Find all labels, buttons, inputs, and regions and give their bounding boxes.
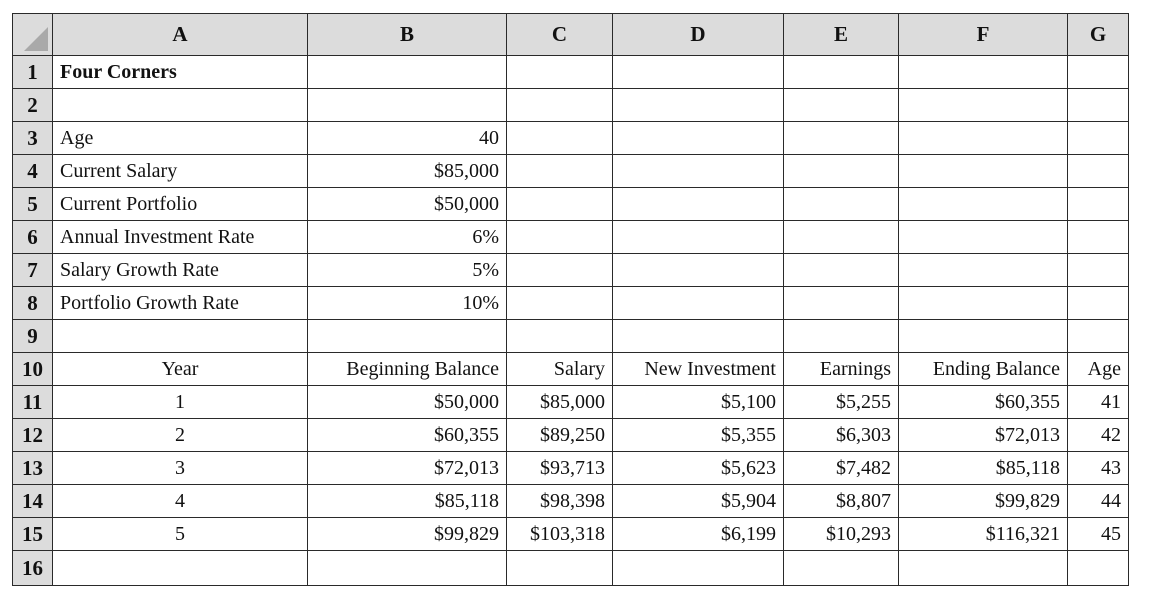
cell-d16[interactable] <box>613 551 784 586</box>
cell-e3[interactable] <box>784 122 899 155</box>
row-header[interactable]: 5 <box>13 188 53 221</box>
cell-c16[interactable] <box>507 551 613 586</box>
cell-a11-year[interactable]: 1 <box>53 386 308 419</box>
cell-b9[interactable] <box>308 320 507 353</box>
row-header[interactable]: 9 <box>13 320 53 353</box>
cell-c10-salary-header[interactable]: Salary <box>507 353 613 386</box>
cell-f4[interactable] <box>899 155 1068 188</box>
column-header-f[interactable]: F <box>899 14 1068 56</box>
cell-c3[interactable] <box>507 122 613 155</box>
cell-a14-year[interactable]: 4 <box>53 485 308 518</box>
row-header[interactable]: 10 <box>13 353 53 386</box>
cell-a8-label[interactable]: Portfolio Growth Rate <box>53 287 308 320</box>
cell-f2[interactable] <box>899 89 1068 122</box>
cell-b13-beginning-balance[interactable]: $72,013 <box>308 452 507 485</box>
cell-d8[interactable] <box>613 287 784 320</box>
cell-c12-salary[interactable]: $89,250 <box>507 419 613 452</box>
cell-c13-salary[interactable]: $93,713 <box>507 452 613 485</box>
cell-g6[interactable] <box>1068 221 1129 254</box>
cell-e12-earnings[interactable]: $6,303 <box>784 419 899 452</box>
cell-c15-salary[interactable]: $103,318 <box>507 518 613 551</box>
cell-b1[interactable] <box>308 56 507 89</box>
cell-g13-age[interactable]: 43 <box>1068 452 1129 485</box>
cell-f12-ending-balance[interactable]: $72,013 <box>899 419 1068 452</box>
cell-f5[interactable] <box>899 188 1068 221</box>
cell-c4[interactable] <box>507 155 613 188</box>
cell-b2[interactable] <box>308 89 507 122</box>
cell-b11-beginning-balance[interactable]: $50,000 <box>308 386 507 419</box>
cell-f11-ending-balance[interactable]: $60,355 <box>899 386 1068 419</box>
cell-a5-label[interactable]: Current Portfolio <box>53 188 308 221</box>
sheet-row <box>13 221 1129 254</box>
cell-e7[interactable] <box>784 254 899 287</box>
cell-d12-new-investment[interactable]: $5,355 <box>613 419 784 452</box>
sheet-row <box>13 89 1129 122</box>
cell-e1[interactable] <box>784 56 899 89</box>
sheet-row <box>13 122 1129 155</box>
cell-d9[interactable] <box>613 320 784 353</box>
cell-g2[interactable] <box>1068 89 1129 122</box>
row-header[interactable]: 6 <box>13 221 53 254</box>
cell-d3[interactable] <box>613 122 784 155</box>
row-header[interactable]: 16 <box>13 551 53 586</box>
cell-b14-beginning-balance[interactable]: $85,118 <box>308 485 507 518</box>
cell-d6[interactable] <box>613 221 784 254</box>
sheet-row <box>13 320 1129 353</box>
cell-c5[interactable] <box>507 188 613 221</box>
cell-g8[interactable] <box>1068 287 1129 320</box>
cell-a16[interactable] <box>53 551 308 586</box>
column-header-row <box>13 14 1129 56</box>
row-header[interactable]: 2 <box>13 89 53 122</box>
sheet-row <box>13 551 1129 586</box>
cell-a1-title[interactable]: Four Corners <box>53 56 308 89</box>
cell-g16[interactable] <box>1068 551 1129 586</box>
cell-d11-new-investment[interactable]: $5,100 <box>613 386 784 419</box>
cell-b16[interactable] <box>308 551 507 586</box>
cell-e11-earnings[interactable]: $5,255 <box>784 386 899 419</box>
row-header[interactable]: 14 <box>13 485 53 518</box>
sheet-row <box>13 518 1129 551</box>
spreadsheet <box>12 13 1128 590</box>
cell-f6[interactable] <box>899 221 1068 254</box>
cell-g7[interactable] <box>1068 254 1129 287</box>
row-header[interactable]: 15 <box>13 518 53 551</box>
sheet-row <box>13 287 1129 320</box>
cell-e5[interactable] <box>784 188 899 221</box>
select-all-corner-button[interactable] <box>13 14 53 56</box>
row-header[interactable]: 13 <box>13 452 53 485</box>
cell-e15-earnings[interactable]: $10,293 <box>784 518 899 551</box>
cell-e8[interactable] <box>784 287 899 320</box>
cell-g11-age[interactable]: 41 <box>1068 386 1129 419</box>
cell-b7-value[interactable]: 5% <box>308 254 507 287</box>
cell-g9[interactable] <box>1068 320 1129 353</box>
cell-b4-value[interactable]: $85,000 <box>308 155 507 188</box>
cell-c1[interactable] <box>507 56 613 89</box>
cell-e14-earnings[interactable]: $8,807 <box>784 485 899 518</box>
cell-c9[interactable] <box>507 320 613 353</box>
cell-b12-beginning-balance[interactable]: $60,355 <box>308 419 507 452</box>
row-header[interactable]: 3 <box>13 122 53 155</box>
cell-f15-ending-balance[interactable]: $116,321 <box>899 518 1068 551</box>
sheet-row <box>13 254 1129 287</box>
cell-f16[interactable] <box>899 551 1068 586</box>
cell-b5-value[interactable]: $50,000 <box>308 188 507 221</box>
cell-e4[interactable] <box>784 155 899 188</box>
cell-f10-ending-balance-header[interactable]: Ending Balance <box>899 353 1068 386</box>
cell-a12-year[interactable]: 2 <box>53 419 308 452</box>
sheet-row <box>13 386 1129 419</box>
cell-c7[interactable] <box>507 254 613 287</box>
cell-e13-earnings[interactable]: $7,482 <box>784 452 899 485</box>
cell-g15-age[interactable]: 45 <box>1068 518 1129 551</box>
cell-g5[interactable] <box>1068 188 1129 221</box>
column-header-e[interactable]: E <box>784 14 899 56</box>
cell-c8[interactable] <box>507 287 613 320</box>
cell-e9[interactable] <box>784 320 899 353</box>
sheet-row <box>13 485 1129 518</box>
cell-g3[interactable] <box>1068 122 1129 155</box>
spreadsheet-grid <box>12 13 1129 586</box>
column-header-d[interactable]: D <box>613 14 784 56</box>
cell-d2[interactable] <box>613 89 784 122</box>
cell-g10-age-header[interactable]: Age <box>1068 353 1129 386</box>
cell-c14-salary[interactable]: $98,398 <box>507 485 613 518</box>
cell-a4-label[interactable]: Current Salary <box>53 155 308 188</box>
row-header[interactable]: 12 <box>13 419 53 452</box>
cell-c2[interactable] <box>507 89 613 122</box>
sheet-row <box>13 452 1129 485</box>
cell-g12-age[interactable]: 42 <box>1068 419 1129 452</box>
cell-a7-label[interactable]: Salary Growth Rate <box>53 254 308 287</box>
cell-d15-new-investment[interactable]: $6,199 <box>613 518 784 551</box>
row-header[interactable]: 7 <box>13 254 53 287</box>
cell-a10-year-header[interactable]: Year <box>53 353 308 386</box>
cell-a3-label[interactable]: Age <box>53 122 308 155</box>
sheet-row <box>13 155 1129 188</box>
row-header[interactable]: 1 <box>13 56 53 89</box>
cell-e6[interactable] <box>784 221 899 254</box>
cell-c6[interactable] <box>507 221 613 254</box>
cell-a13-year[interactable]: 3 <box>53 452 308 485</box>
cell-e2[interactable] <box>784 89 899 122</box>
cell-d1[interactable] <box>613 56 784 89</box>
cell-c11-salary[interactable]: $85,000 <box>507 386 613 419</box>
cell-d7[interactable] <box>613 254 784 287</box>
cell-f3[interactable] <box>899 122 1068 155</box>
row-header[interactable]: 4 <box>13 155 53 188</box>
cell-g1[interactable] <box>1068 56 1129 89</box>
cell-f1[interactable] <box>899 56 1068 89</box>
cell-g14-age[interactable]: 44 <box>1068 485 1129 518</box>
cell-f13-ending-balance[interactable]: $85,118 <box>899 452 1068 485</box>
cell-d10-new-investment-header[interactable]: New Investment <box>613 353 784 386</box>
cell-f14-ending-balance[interactable]: $99,829 <box>899 485 1068 518</box>
row-header[interactable]: 11 <box>13 386 53 419</box>
select-all-triangle-icon <box>24 27 48 51</box>
column-header-a[interactable]: A <box>53 14 308 56</box>
cell-d13-new-investment[interactable]: $5,623 <box>613 452 784 485</box>
column-header-b[interactable]: B <box>308 14 507 56</box>
cell-g4[interactable] <box>1068 155 1129 188</box>
sheet-row <box>13 188 1129 221</box>
cell-b6-value[interactable]: 6% <box>308 221 507 254</box>
cell-b15-beginning-balance[interactable]: $99,829 <box>308 518 507 551</box>
sheet-row <box>13 353 1129 386</box>
cell-d5[interactable] <box>613 188 784 221</box>
sheet-row <box>13 419 1129 452</box>
column-header-c[interactable]: C <box>507 14 613 56</box>
cell-a6-label[interactable]: Annual Investment Rate <box>53 221 308 254</box>
cell-a9[interactable] <box>53 320 308 353</box>
cell-b10-beginning-balance-header[interactable]: Beginning Balance <box>308 353 507 386</box>
cell-d14-new-investment[interactable]: $5,904 <box>613 485 784 518</box>
sheet-row <box>13 56 1129 89</box>
row-header[interactable]: 8 <box>13 287 53 320</box>
cell-f8[interactable] <box>899 287 1068 320</box>
cell-a15-year[interactable]: 5 <box>53 518 308 551</box>
cell-b3-value[interactable]: 40 <box>308 122 507 155</box>
cell-b8-value[interactable]: 10% <box>308 287 507 320</box>
cell-f7[interactable] <box>899 254 1068 287</box>
cell-f9[interactable] <box>899 320 1068 353</box>
cell-e10-earnings-header[interactable]: Earnings <box>784 353 899 386</box>
cell-a2[interactable] <box>53 89 308 122</box>
column-header-g[interactable]: G <box>1068 14 1129 56</box>
cell-e16[interactable] <box>784 551 899 586</box>
cell-d4[interactable] <box>613 155 784 188</box>
